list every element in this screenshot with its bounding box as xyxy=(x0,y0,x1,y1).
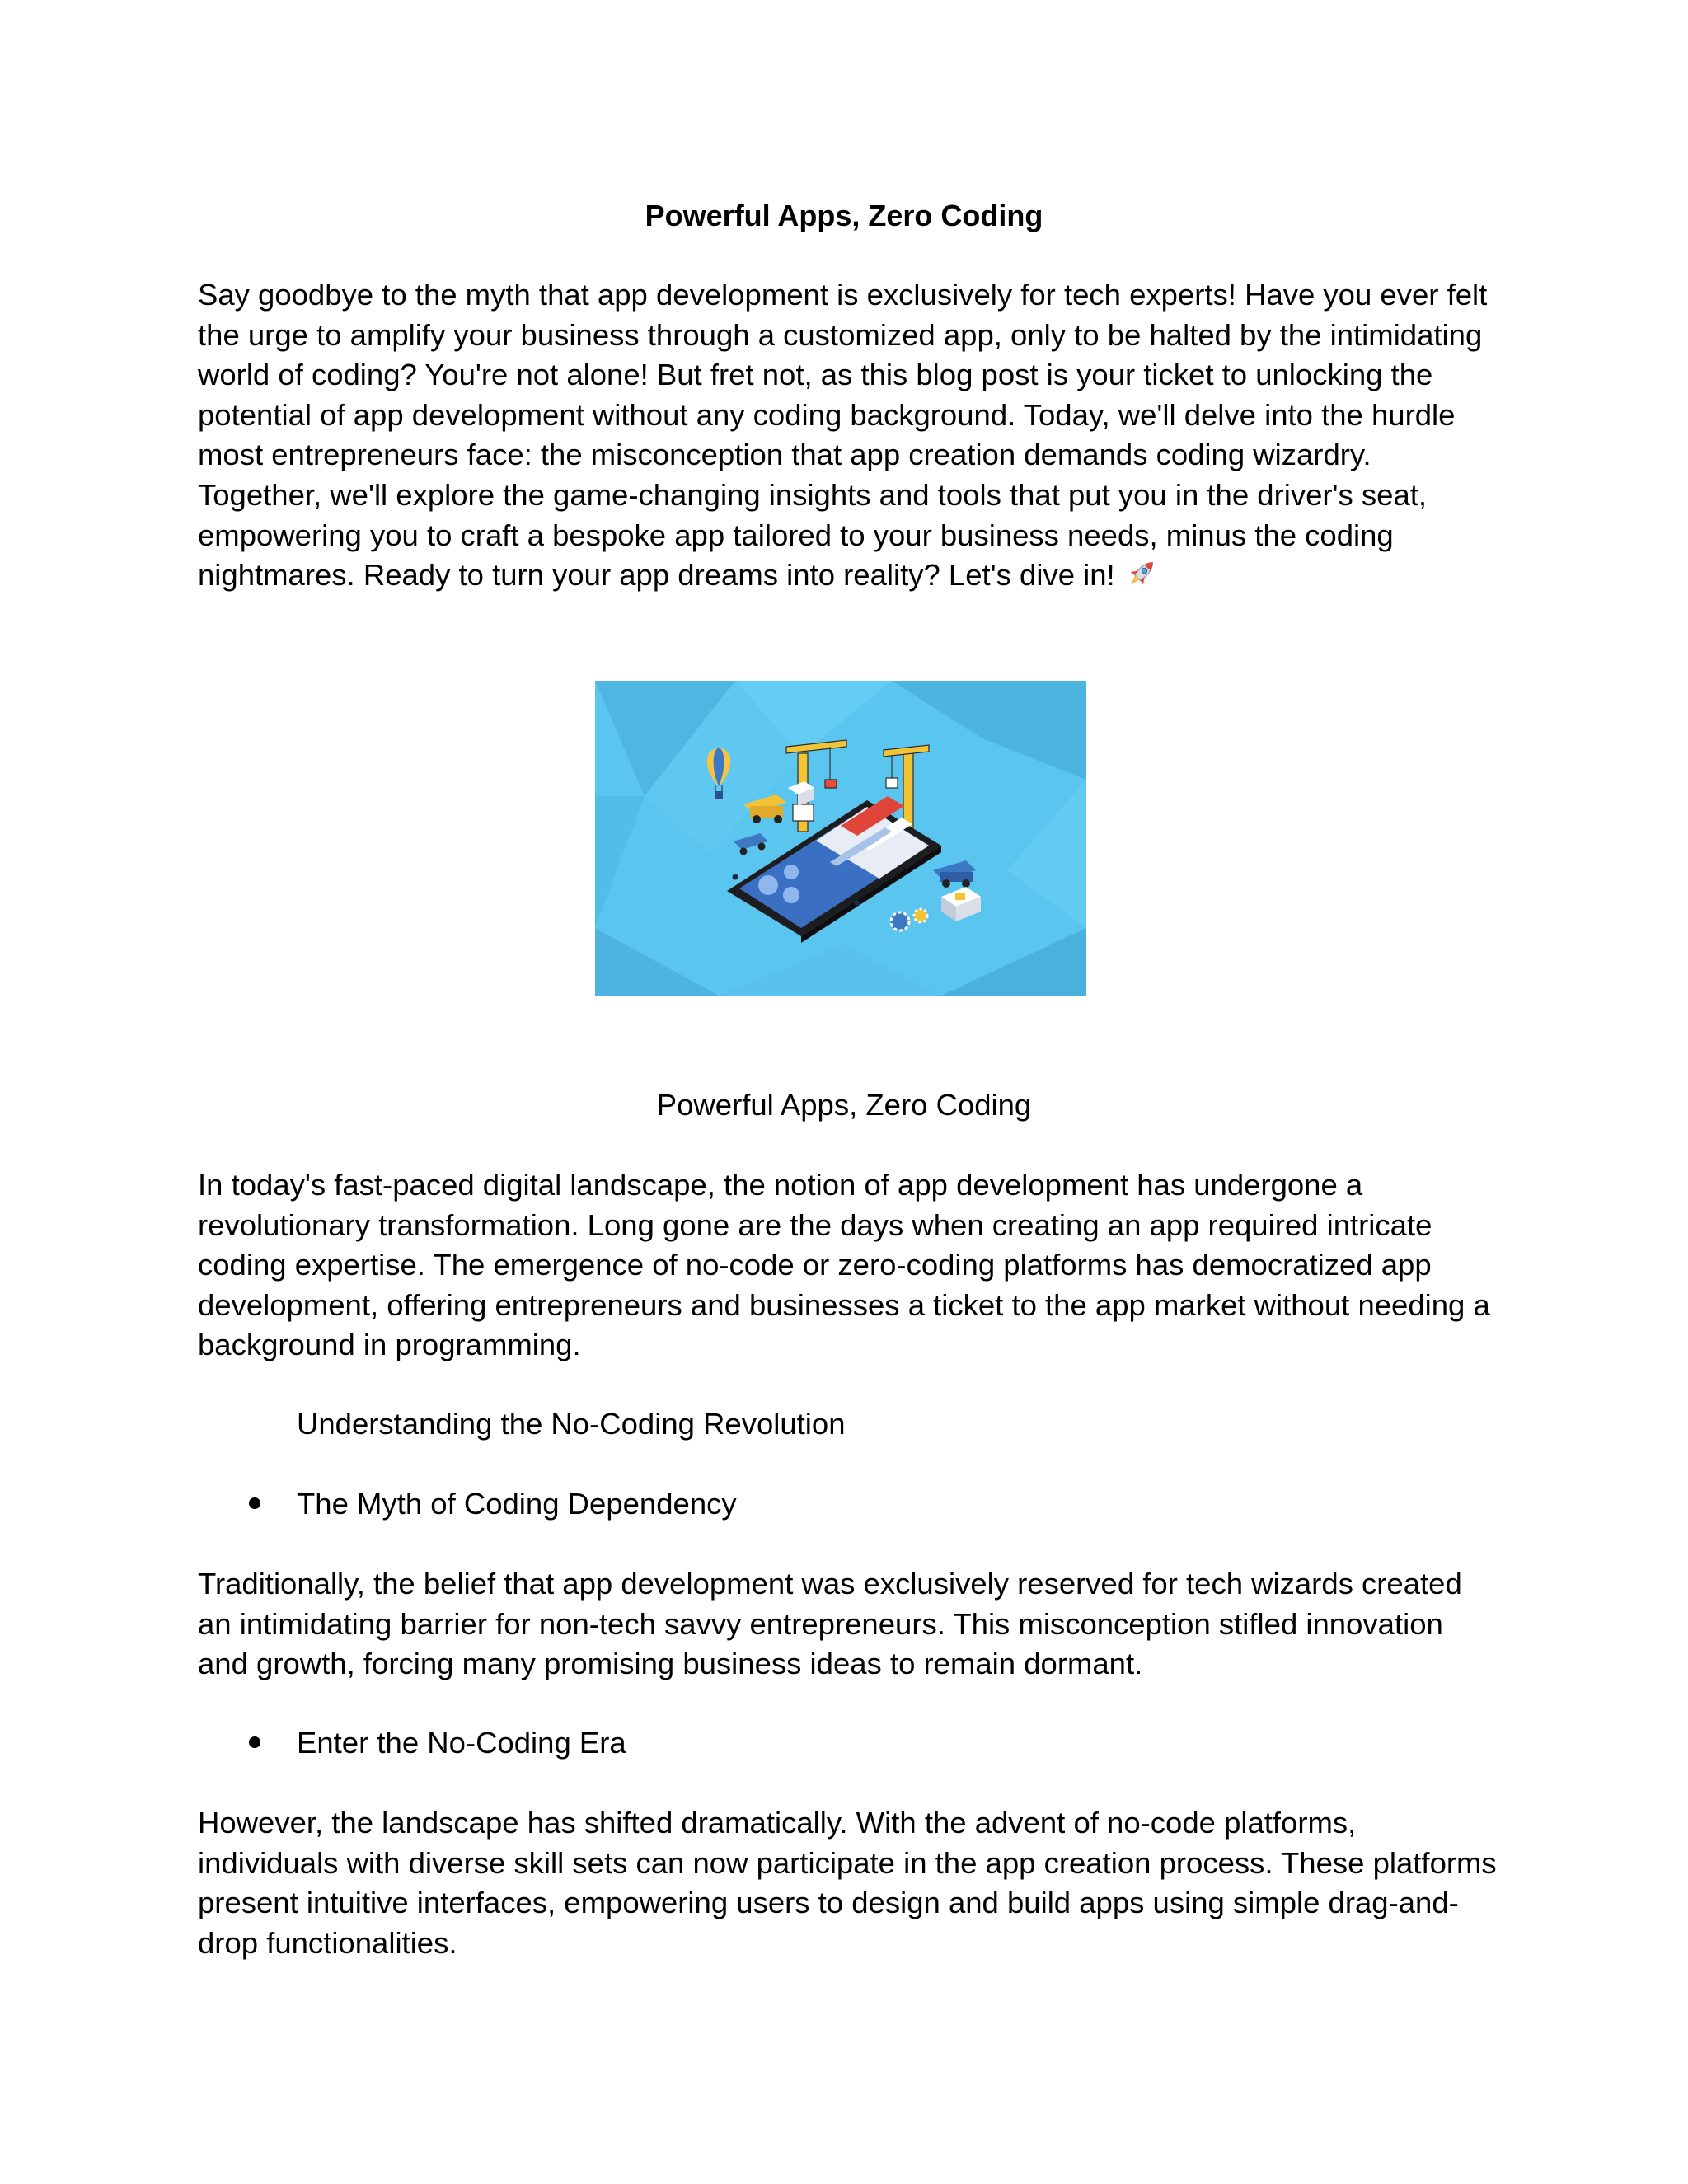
figure-caption: Powerful Apps, Zero Coding xyxy=(656,1088,1032,1122)
bullet-dot-icon xyxy=(249,1497,260,1509)
document-title: Powerful Apps, Zero Coding xyxy=(645,199,1043,232)
paragraph-2: Traditionally, the belief that app development was exclusively reserved for tech wizards created an intimidating barrier for non-tech savvy entrepreneurs. This misconception stifled innovation and growth, forcing many promising business ideas to remain dormant. xyxy=(198,1567,1462,1681)
bullet-text: Enter the No-Coding Era xyxy=(297,1726,626,1760)
worker-icon xyxy=(855,901,860,907)
rocket-icon xyxy=(1123,555,1160,592)
bullet-dot-icon xyxy=(249,1736,260,1748)
intro-paragraph xyxy=(198,275,1500,596)
paragraph-3: However, the landscape has shifted dramatically. With the advent of no-code platforms, individuals with diverse skill sets can now participate in the app creation process. These platforms present intuitive interfaces, empowering users to design and build apps using simple drag-and-drop functionalities. xyxy=(198,1806,1497,1960)
illustration-graphic xyxy=(595,681,1086,996)
intro-text: Say goodbye to the myth that app development is exclusively for tech experts! Have you ever felt the urge to amplify your business through a customized app, only to be halted by the intimidating world of coding? You're not alone! But fret not, as this blog post is your ticket to unlocking the potential of app development without any coding background. Today, we'll delve into the hurdle most entrepreneurs face: the misconception that app creation demands coding wizardry. Together, we'll explore the game-changing insights and tools that put you in the driver's seat, empowering you to craft a bespoke app tailored to your business needs, minus the coding nightmares. Ready to turn your app dreams into reality? Let's dive in! xyxy=(198,278,1488,593)
bullet-text: The Myth of Coding Dependency xyxy=(297,1487,737,1521)
worker-icon xyxy=(733,874,738,880)
paragraph-1: In today's fast-paced digital landscape, the notion of app development has undergone a revolutionary transformation. Long gone are the days when creating an app required intricate coding expertise. The emergence of no-code or zero-coding platforms has democratized app development, offering entrepreneurs and businesses a ticket to the app market without needing a background in programming. xyxy=(198,1168,1490,1362)
app-builder-illustration xyxy=(595,681,1086,996)
section-heading: Understanding the No-Coding Revolution xyxy=(297,1407,846,1441)
